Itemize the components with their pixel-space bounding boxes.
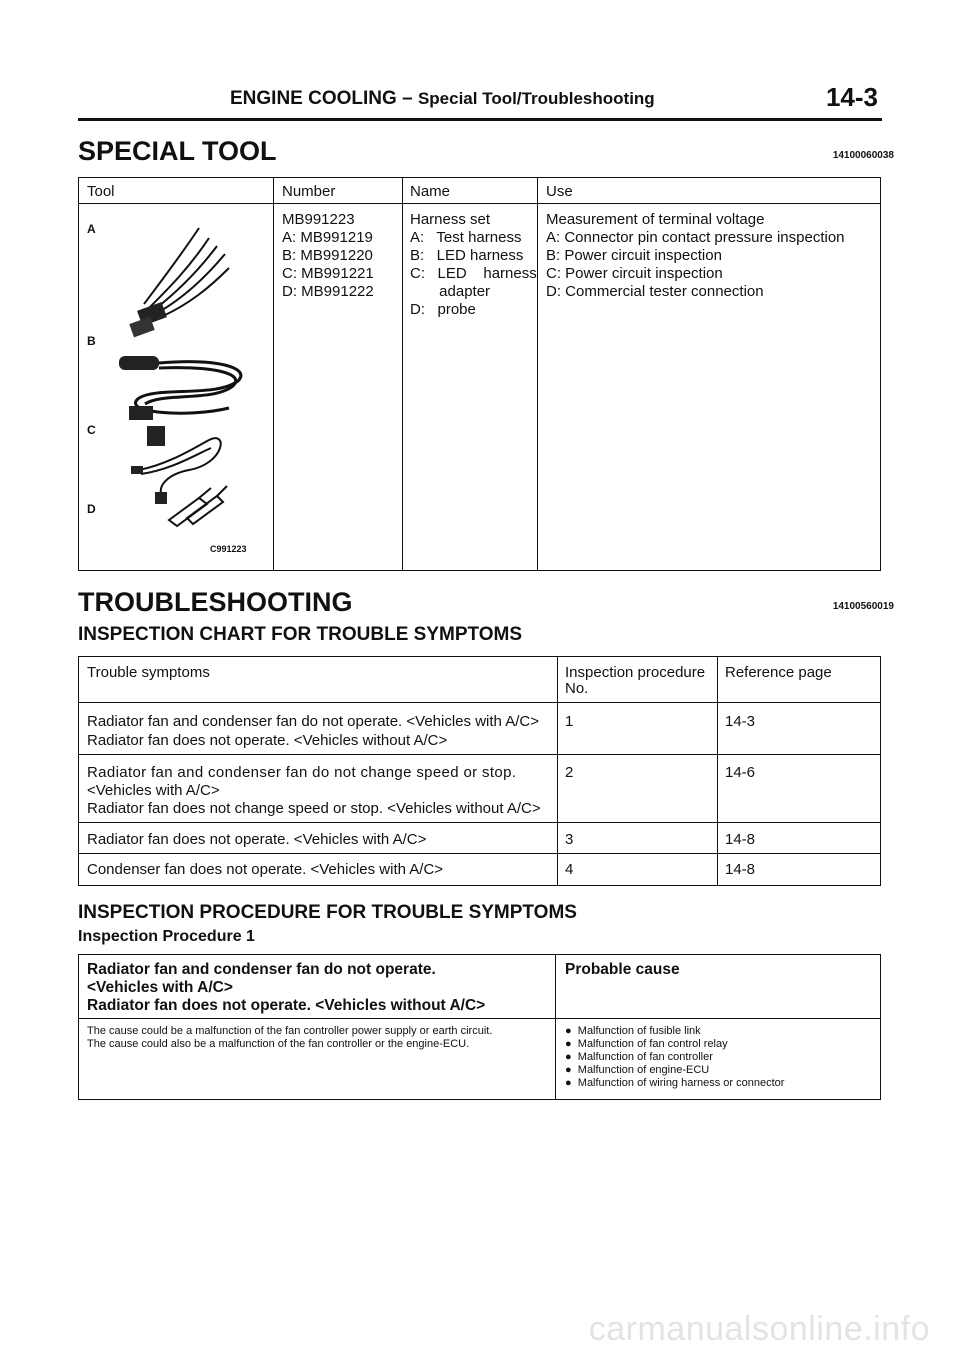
special-tool-table [78, 177, 881, 571]
inspection-procedure-table [78, 954, 881, 1100]
tool-use: C: Power circuit inspection [546, 265, 723, 282]
tool-letter-c: C [87, 423, 96, 437]
procedure-description: The cause could be a malfunction of the fan controller power supply or earth circuit. [87, 1025, 493, 1037]
symptom-text: Condenser fan does not operate. <Vehicles with A/C> [87, 861, 444, 878]
col-number: Number [282, 183, 336, 200]
symptom-text: Radiator fan does not operate. <Vehicles with A/C> [87, 831, 427, 848]
tool-letter-b: B [87, 334, 96, 348]
tool-name: Harness set [410, 211, 491, 228]
col-trouble-symptoms: Trouble symptoms [87, 664, 210, 681]
inspection-procedure-subtitle: Inspection Procedure 1 [78, 928, 255, 945]
reference-page: 14-3 [725, 713, 756, 730]
subsection-name: Special Tool/Troubleshooting [417, 89, 655, 108]
special-tool-code: 14100060038 [832, 150, 894, 161]
section-header [230, 88, 655, 110]
symptom-text: <Vehicles with A/C> [87, 782, 220, 799]
watermark: carmanualsonline.info [588, 1310, 930, 1348]
reference-page: 14-8 [725, 831, 756, 848]
tool-use: B: Power circuit inspection [546, 247, 722, 264]
cause-item: ● Malfunction of engine-ECU [565, 1064, 710, 1076]
tool-letter-a: A [87, 222, 96, 236]
tool-letter-d: D [87, 502, 96, 516]
procedure-number: 4 [565, 861, 574, 878]
tool-number: MB991223 [282, 211, 355, 228]
col-tool: Tool [87, 183, 115, 200]
procedure-number: 1 [565, 713, 574, 730]
bullet-icon: ● [565, 1077, 572, 1089]
header-dash: – [402, 88, 413, 109]
tool-use: D: Commercial tester connection [546, 283, 764, 300]
inspection-chart-table [78, 656, 881, 886]
tool-use: Measurement of terminal voltage [546, 211, 765, 228]
probable-cause-heading: Probable cause [565, 961, 680, 978]
bullet-icon: ● [565, 1064, 572, 1076]
symptom-text: Radiator fan and condenser fan do not operate. <Vehicles with A/C> [87, 713, 539, 730]
tool-use: A: Connector pin contact pressure inspection [546, 229, 845, 246]
special-tool-title: SPECIAL TOOL [78, 136, 277, 166]
inspection-procedure-title: INSPECTION PROCEDURE FOR TROUBLE SYMPTOMS [78, 902, 577, 923]
symptom-text: Radiator fan does not operate. <Vehicles without A/C> [87, 732, 448, 749]
harness-set-illustration [99, 208, 269, 538]
procedure-heading: Radiator fan and condenser fan do not operate. [87, 961, 436, 978]
section-name: ENGINE COOLING [230, 88, 397, 109]
bullet-icon: ● [565, 1025, 572, 1037]
header-rule [78, 118, 882, 121]
cause-item: ● Malfunction of wiring harness or connector [565, 1077, 785, 1089]
col-use: Use [546, 183, 573, 200]
troubleshooting-title: TROUBLESHOOTING [78, 587, 353, 617]
tool-number: B: MB991220 [282, 247, 373, 264]
symptom-text: Radiator fan does not change speed or stop. <Vehicles without A/C> [87, 800, 541, 817]
cause-item: ● Malfunction of fan controller [565, 1051, 713, 1063]
tool-name: B: LED harness [410, 247, 524, 264]
procedure-heading: Radiator fan does not operate. <Vehicles without A/C> [87, 997, 486, 1014]
page-number: 14-3 [825, 82, 878, 112]
cause-item: ● Malfunction of fusible link [565, 1025, 701, 1037]
illustration-code: C991223 [210, 544, 247, 554]
tool-number: D: MB991222 [282, 283, 374, 300]
col-reference-page: Reference page [725, 664, 832, 681]
procedure-number: 3 [565, 831, 574, 848]
col-inspection-no: No. [565, 680, 589, 697]
reference-page: 14-8 [725, 861, 756, 878]
tool-name: A: Test harness [410, 229, 522, 246]
tool-number: C: MB991221 [282, 265, 374, 282]
col-inspection-procedure: Inspection procedure [565, 664, 706, 681]
bullet-icon: ● [565, 1051, 572, 1063]
cause-item: ● Malfunction of fan control relay [565, 1038, 728, 1050]
inspection-chart-title: INSPECTION CHART FOR TROUBLE SYMPTOMS [78, 624, 523, 645]
procedure-heading: <Vehicles with A/C> [87, 979, 233, 996]
col-name: Name [410, 183, 451, 200]
tool-number: A: MB991219 [282, 229, 373, 246]
procedure-number: 2 [565, 764, 574, 781]
reference-page: 14-6 [725, 764, 756, 781]
procedure-description: The cause could also be a malfunction of the fan controller or the engine-ECU. [87, 1038, 470, 1050]
tool-name: adapter [410, 283, 491, 300]
bullet-icon: ● [565, 1038, 572, 1050]
troubleshooting-code: 14100560019 [832, 601, 894, 612]
tool-name: C: LED harness [410, 265, 537, 282]
symptom-text: Radiator fan and condenser fan do not change speed or stop. [87, 764, 517, 781]
tool-name: D: probe [410, 301, 476, 318]
